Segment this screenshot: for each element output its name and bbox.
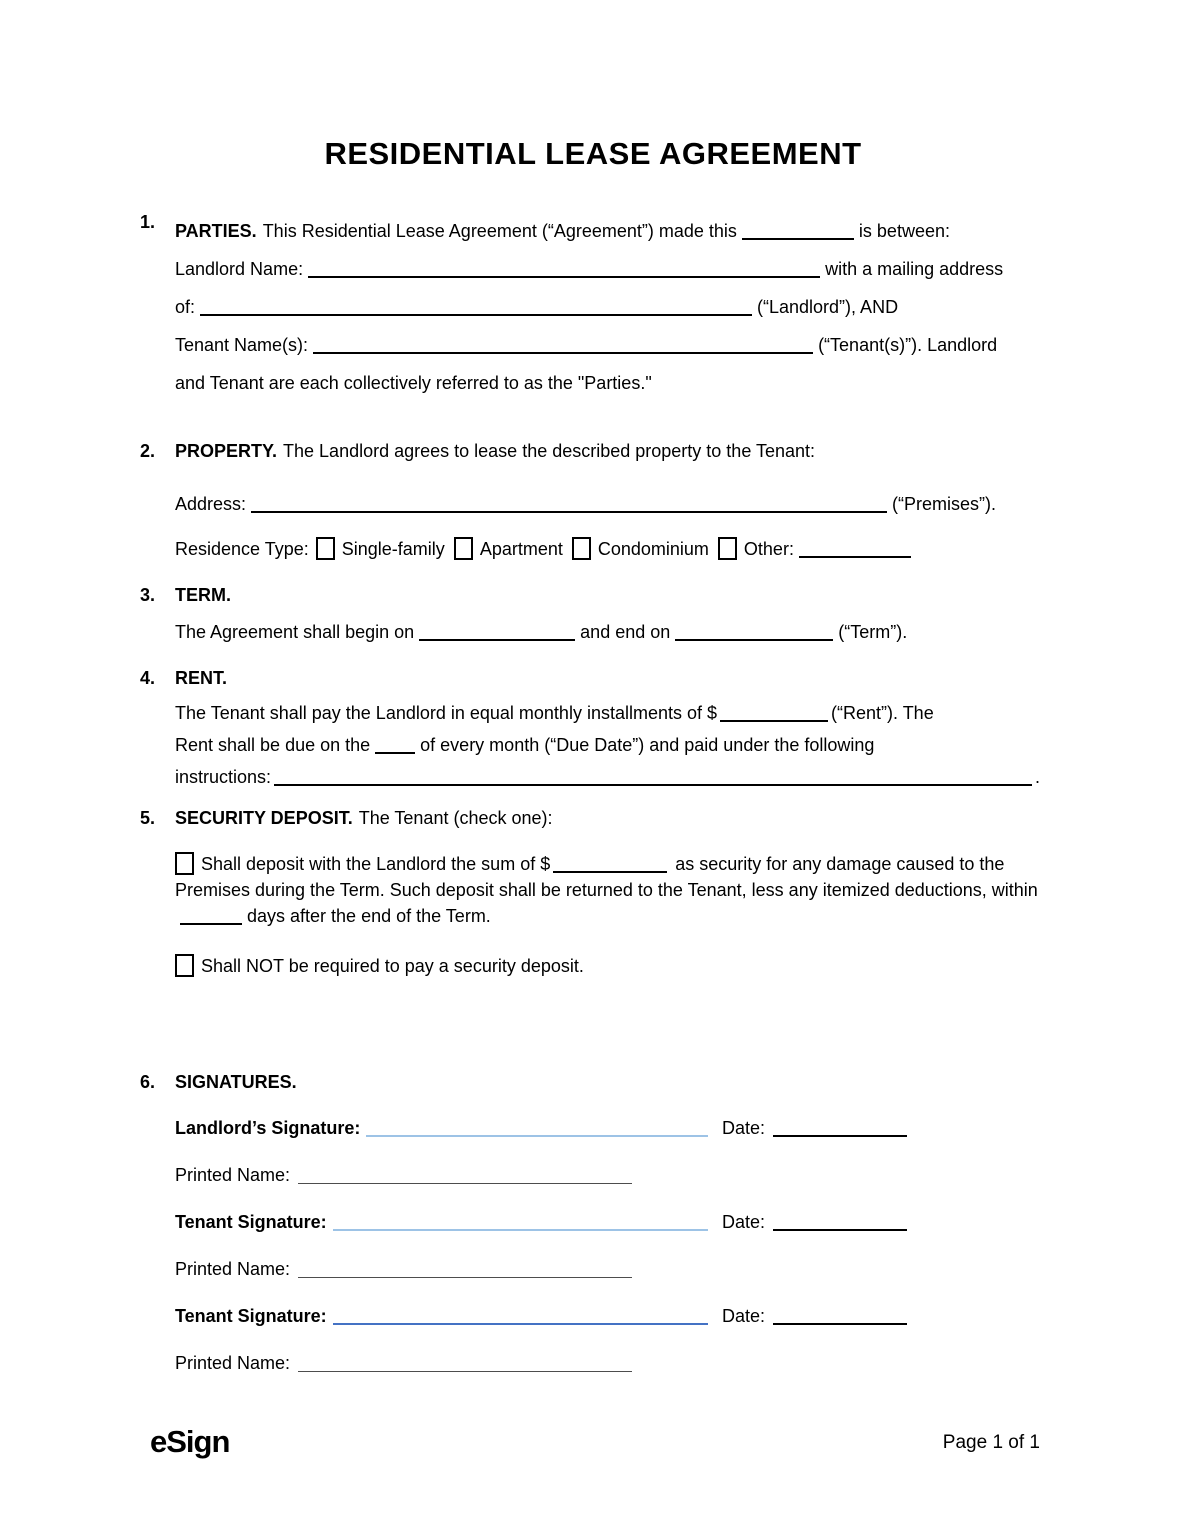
- term-end-blank[interactable]: [675, 625, 833, 641]
- tenant2-signature-label: Tenant Signature:: [175, 1306, 327, 1326]
- document-title: RESIDENTIAL LEASE AGREEMENT: [324, 136, 862, 171]
- property-address-line: Address: (“Premises”).: [175, 494, 997, 514]
- landlord-name-blank[interactable]: [308, 262, 820, 278]
- apartment-checkbox[interactable]: [454, 537, 473, 560]
- section-heading: SECURITY DEPOSIT.: [175, 808, 353, 828]
- deposit-return-days-blank[interactable]: [180, 909, 242, 925]
- esign-logo: eSign: [150, 1424, 230, 1459]
- tenant2-signature-line[interactable]: [333, 1309, 708, 1325]
- section-number: 6.: [140, 1072, 156, 1092]
- rent-line-1: The Tenant shall pay the Landlord in equal monthly installments of $ (“Rent”). The: [175, 703, 934, 723]
- tenant1-printed-name-row: [175, 1257, 1055, 1281]
- rent-due-day-blank[interactable]: [375, 738, 415, 754]
- parties-line-3: of: (“Landlord”), AND: [175, 297, 899, 317]
- tenant2-printed-name-line[interactable]: [298, 1357, 632, 1372]
- rent-line-3: instructions: .: [175, 767, 1041, 787]
- section-security-deposit: [140, 806, 1055, 978]
- tenant2-signature-row: [175, 1304, 907, 1328]
- tenant1-signature-date-line[interactable]: [773, 1215, 907, 1231]
- landlord-signature-date-line[interactable]: [773, 1121, 907, 1137]
- section-heading: PROPERTY.: [175, 441, 278, 461]
- parties-line-5: and Tenant are each collectively referred to as the "Parties.": [175, 373, 652, 393]
- other-residence-blank[interactable]: [799, 542, 911, 558]
- printed-name-label: Printed Name:: [175, 1353, 291, 1373]
- payment-instructions-blank[interactable]: [274, 770, 1032, 786]
- rent-line-2: Rent shall be due on the of every month (“Due Date”) and paid under the following: [175, 735, 875, 755]
- section-number: 1.: [140, 212, 156, 232]
- section-number: 2.: [140, 441, 156, 461]
- other-checkbox[interactable]: [718, 537, 737, 560]
- printed-name-label: Printed Name:: [175, 1259, 291, 1279]
- landlord-address-blank[interactable]: [200, 300, 752, 316]
- section-heading: RENT.: [175, 668, 228, 688]
- date-label: Date:: [721, 1118, 765, 1138]
- section-parties: [140, 212, 1055, 402]
- landlord-signature-row: [175, 1116, 907, 1140]
- section-property: [140, 439, 1055, 561]
- parties-line-4: Tenant Name(s): (“Tenant(s)”). Landlord: [175, 335, 998, 355]
- landlord-signature-label: Landlord’s Signature:: [175, 1118, 361, 1138]
- landlord-signature-line[interactable]: [366, 1121, 708, 1137]
- deposit-intro: SECURITY DEPOSIT. The Tenant (check one):: [175, 808, 553, 828]
- single-family-checkbox[interactable]: [316, 537, 335, 560]
- section-heading: TERM.: [175, 585, 231, 605]
- tenant1-printed-name-line[interactable]: [298, 1263, 632, 1278]
- section-rent: [140, 666, 1055, 793]
- tenant2-signature-date-line[interactable]: [773, 1309, 907, 1325]
- printed-name-label: Printed Name:: [175, 1165, 291, 1185]
- date-label: Date:: [721, 1306, 765, 1326]
- term-line: The Agreement shall begin on and end on (“Term”).: [175, 622, 908, 642]
- no-deposit-checkbox[interactable]: [175, 954, 194, 977]
- condominium-checkbox[interactable]: [572, 537, 591, 560]
- rent-amount-blank[interactable]: [720, 706, 828, 722]
- deposit-amount-blank[interactable]: [553, 857, 667, 873]
- section-number: 5.: [140, 808, 156, 828]
- deposit-option-2: Shall NOT be required to pay a security deposit.: [175, 954, 1055, 978]
- parties-line-1: PARTIES. This Residential Lease Agreement (“Agreement”) made this is between:: [175, 221, 950, 241]
- page-number-label: Page 1 of 1: [942, 1432, 1040, 1453]
- premises-address-blank[interactable]: [251, 497, 887, 513]
- property-intro: PROPERTY. The Landlord agrees to lease the described property to the Tenant:: [175, 441, 816, 461]
- tenant1-signature-row: [175, 1210, 907, 1234]
- section-signatures: [140, 1070, 1055, 1375]
- tenant1-signature-line[interactable]: [333, 1215, 708, 1231]
- date-label: Date:: [721, 1212, 765, 1232]
- section-number: 4.: [140, 668, 156, 688]
- parties-line-2: Landlord Name: with a mailing address: [175, 259, 1004, 279]
- section-term: [140, 583, 1055, 644]
- term-start-blank[interactable]: [419, 625, 575, 641]
- landlord-printed-name-row: [175, 1163, 1055, 1187]
- tenant1-signature-label: Tenant Signature:: [175, 1212, 327, 1232]
- section-number: 3.: [140, 585, 156, 605]
- section-heading: PARTIES.: [175, 221, 257, 241]
- landlord-printed-name-line[interactable]: [298, 1169, 632, 1184]
- agreement-date-blank[interactable]: [742, 224, 854, 240]
- tenant2-printed-name-row: [175, 1351, 1055, 1375]
- deposit-option-1: Shall deposit with the Landlord the sum of $ as security for any damage caused to the Premises during the Term. Such deposit shall be returned to the Tenant, less any itemized deductions, withindays after the end of the Term.: [175, 854, 1038, 926]
- residence-type-line: Residence Type: Single-family Apartment Condominium Other:: [175, 537, 1055, 561]
- tenant-names-blank[interactable]: [313, 338, 813, 354]
- section-heading: SIGNATURES.: [175, 1072, 297, 1092]
- deposit-required-checkbox[interactable]: [175, 852, 194, 875]
